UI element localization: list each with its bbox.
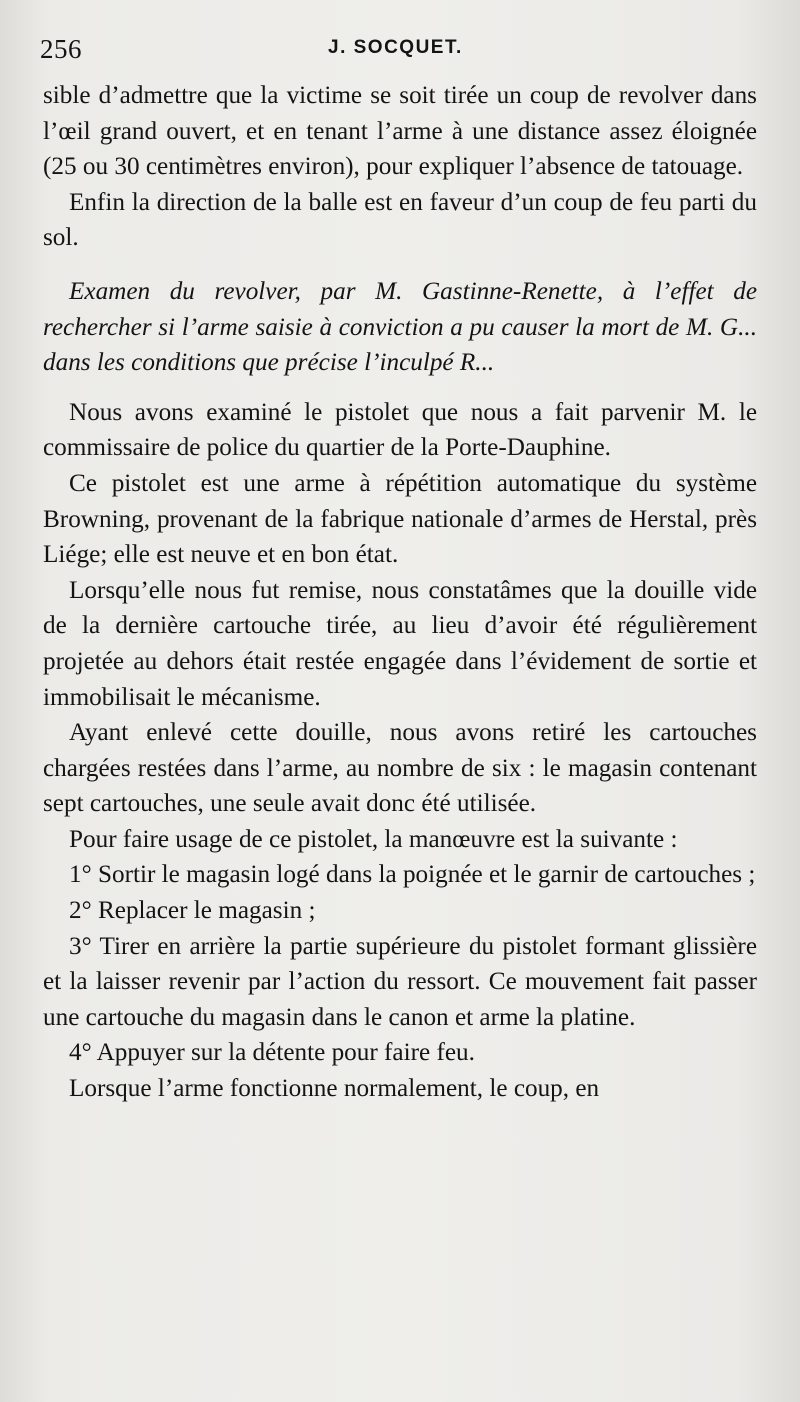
body-text [43, 78, 757, 1107]
page-header [40, 34, 760, 68]
paragraph: Nous avons examiné le pistolet que nous a fait parvenir M. le commissaire de police du quartier de la Porte-Dauphine. [43, 398, 757, 462]
list-item: 4° Appuyer sur la détente pour faire feu. [69, 1039, 475, 1067]
list-item: 1° Sortir le magasin logé dans la poignée et le garnir de cartouches ; [69, 861, 756, 889]
paragraph: Pour faire usage de ce pistolet, la manœuvre est la suivante : [69, 825, 678, 853]
paragraph: Ayant enlevé cette douille, nous avons retiré les cartouches chargées restées dans l’arme, au nombre de six : le magasin contenant sept cartouches, une seule avait donc été utilisée. [43, 719, 757, 818]
section-heading: Examen du revolver, par M. Gastinne-Renette, à l’effet de rechercher si l’arme saisie à conviction a pu causer la mort de M. G... dans les conditions que précise l’inculpé R... [43, 277, 757, 377]
paragraph: Ce pistolet est une arme à répétition automatique du système Browning, provenant de la fabrique nationale d’armes de Herstal, près Liége; elle est neuve et en bon état. [43, 469, 757, 569]
paragraph-continuation: sible d’admettre que la victime se soit tirée un coup de revolver dans l’œil grand ouvert, et en tenant l’arme à une distance assez éloignée (25 ou 30 centimètres environ), pour expliquer l’absence de tatouage. [43, 82, 757, 181]
page-number: 256 [40, 34, 82, 64]
paragraph: Lorsqu’elle nous fut remise, nous constatâmes que la douille vide de la dernière cartouche tirée, au lieu d’avoir été régulièrement projetée au dehors était restée engagée dans l’évidement de sortie et immobilisait le mécanisme. [43, 576, 757, 711]
list-item: 2° Replacer le magasin ; [69, 897, 316, 925]
running-head: J. SOCQUET. [328, 37, 463, 58]
paragraph: Enfin la direction de la balle est en faveur d’un coup de feu parti du sol. [43, 188, 757, 252]
paragraph: Lorsque l’arme fonctionne normalement, le coup, en [69, 1075, 600, 1103]
list-item: 3° Tirer en arrière la partie supérieure du pistolet formant glissière et la laisser revenir par l’action du ressort. Ce mouvement fait passer une cartouche du magasin dans le canon et arme la platine. [43, 932, 757, 1031]
